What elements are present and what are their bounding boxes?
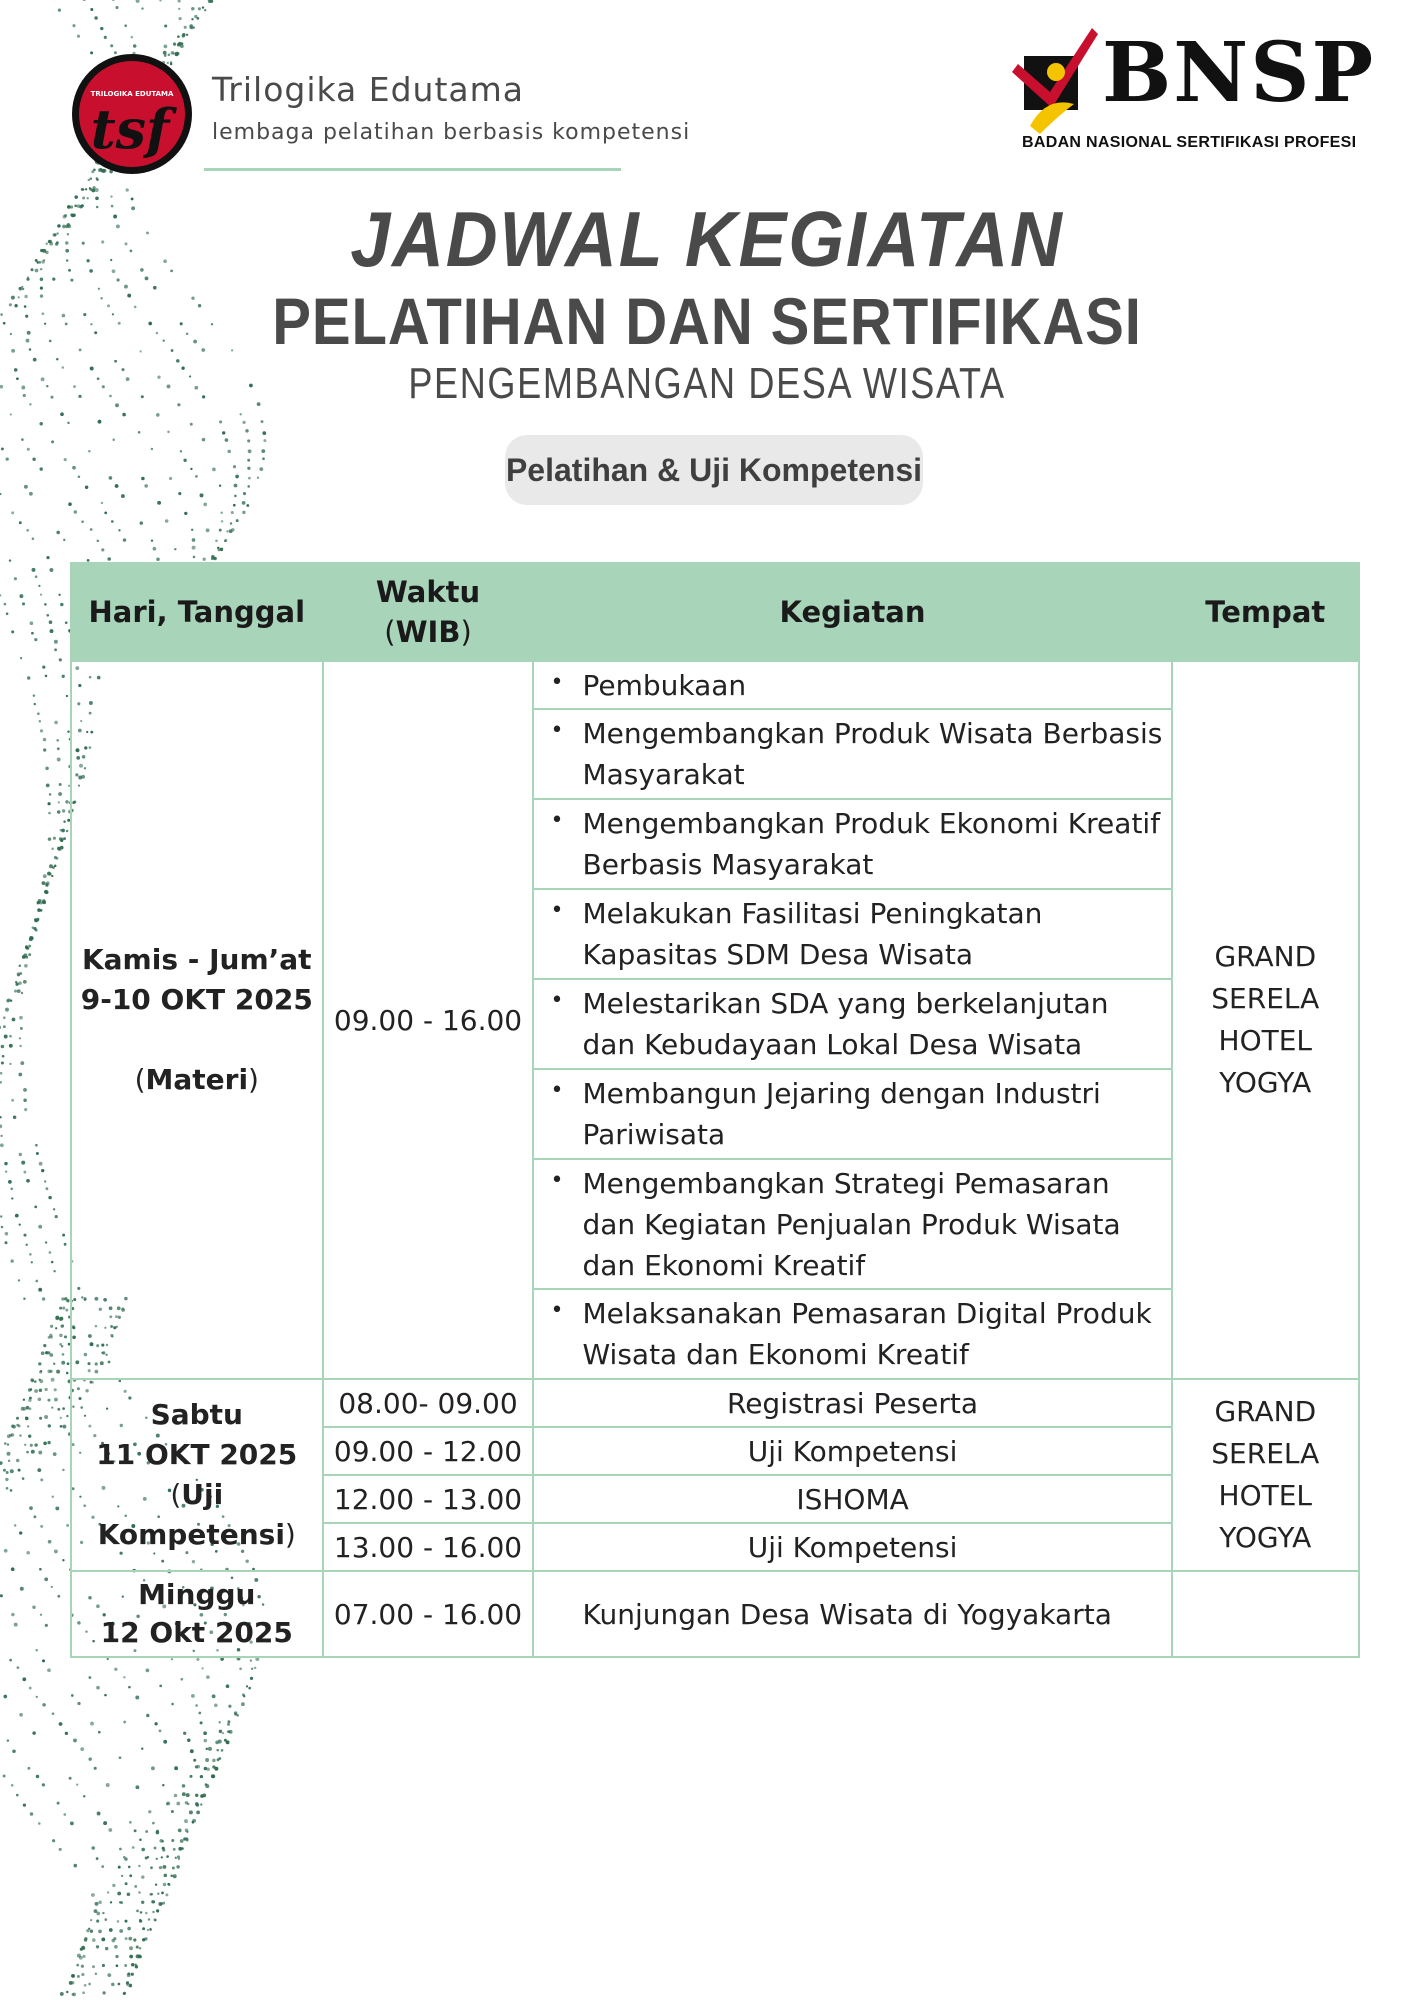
header-place: Tempat (1172, 563, 1359, 661)
place-line: SERELA (1211, 1437, 1320, 1470)
activity-item: • Melakukan Fasilitasi Peningkatan Kapasitas SDM Desa Wisata (533, 889, 1171, 979)
title-block (0, 195, 1414, 408)
day3-date: 12 Okt 2025 (100, 1616, 293, 1649)
header-time: Waktu (WIB) (323, 563, 534, 661)
day1-session: Materi (145, 1063, 249, 1096)
place-line: SERELA (1211, 982, 1320, 1015)
table-row (71, 1571, 1359, 1657)
activity-item: • Pembukaan (533, 661, 1171, 709)
day1-place (1172, 661, 1359, 1379)
place-line: HOTEL (1218, 1479, 1313, 1512)
title-main: JADWAL KEGIATAN (350, 195, 1064, 283)
day2-time: 12.00 - 13.00 (323, 1475, 534, 1523)
day2-activity: Uji Kompetensi (533, 1523, 1171, 1571)
day1-days: Kamis - Jum’at (81, 943, 312, 976)
table-row (71, 1379, 1359, 1427)
day3-activity: Kunjungan Desa Wisata di Yogyakarta (533, 1571, 1171, 1657)
trilogika-header (70, 52, 691, 182)
activity-item: • Mengembangkan Strategi Pemasaran dan Kegiatan Penjualan Produk Wisata dan Ekonomi Kreatif (533, 1159, 1171, 1289)
day2-time: 13.00 - 16.00 (323, 1523, 534, 1571)
day1-date-cell: Kamis - Jum’at 9-10 OKT 2025 (Materi) (71, 661, 323, 1379)
day2-time: 09.00 - 12.00 (323, 1427, 534, 1475)
place-line: GRAND (1214, 940, 1317, 973)
logo-mark: tsf (90, 97, 170, 161)
bnsp-logo (1010, 25, 1376, 166)
day2-date: 11 OKT 2025 (96, 1438, 298, 1471)
logo-text: TRILOGIKA EDUTAMA (90, 90, 174, 98)
activity-item: • Melestarikan SDA yang berkelanjutan dan Kebudayaan Lokal Desa Wisata (533, 979, 1171, 1069)
day3-date-cell (71, 1571, 323, 1657)
place-line: YOGYA (1219, 1066, 1312, 1099)
bnsp-wordmark: BNSP (1102, 25, 1376, 121)
place-line: GRAND (1214, 1395, 1317, 1428)
day3-day: Minggu (138, 1578, 256, 1611)
place-line: HOTEL (1218, 1024, 1313, 1057)
day1-time: 09.00 - 16.00 (323, 661, 534, 1379)
header-time-zone: WIB (395, 615, 461, 649)
day3-place (1172, 1571, 1359, 1657)
day2-activity: Registrasi Peserta (533, 1379, 1171, 1427)
bnsp-emblem-icon (1010, 26, 1100, 136)
day2-activity: ISHOMA (533, 1475, 1171, 1523)
day3-time: 07.00 - 16.00 (323, 1571, 534, 1657)
place-line: YOGYA (1219, 1521, 1312, 1554)
activity-item: • Membangun Jejaring dengan Industri Pariwisata (533, 1069, 1171, 1159)
header-activity: Kegiatan (533, 563, 1171, 661)
activity-item: • Mengembangkan Produk Ekonomi Kreatif Berbasis Masyarakat (533, 799, 1171, 889)
table-header-row (71, 563, 1359, 661)
table-row (71, 661, 1359, 709)
day2-date-cell: Sabtu 11 OKT 2025 (Uji Kompetensi) (71, 1379, 323, 1571)
activity-item: • Mengembangkan Produk Wisata Berbasis Masyarakat (533, 709, 1171, 799)
title-secondary: PELATIHAN DAN SERTIFIKASI (272, 284, 1142, 358)
program-badge: Pelatihan & Uji Kompetensi (505, 435, 923, 505)
day1-date: 9-10 OKT 2025 (80, 983, 313, 1016)
schedule-table (70, 562, 1360, 1658)
title-sub: PENGEMBANGAN DESA WISATA (408, 359, 1006, 408)
header-divider (204, 168, 621, 171)
org-tagline: lembaga pelatihan berbasis kompetensi (212, 120, 691, 145)
header-time-label: Waktu (375, 575, 481, 609)
header-day: Hari, Tanggal (71, 563, 323, 661)
org-name: Trilogika Edutama (212, 70, 525, 109)
tsf-logo-icon (70, 52, 194, 176)
activity-item: • Melaksanakan Pemasaran Digital Produk Wisata dan Ekonomi Kreatif (533, 1289, 1171, 1379)
day2-session: Uji Kompetensi (97, 1478, 285, 1551)
bnsp-subtitle: BADAN NASIONAL SERTIFIKASI PROFESI (1022, 134, 1357, 151)
day2-place (1172, 1379, 1359, 1571)
day2-activity: Uji Kompetensi (533, 1427, 1171, 1475)
day2-time: 08.00- 09.00 (323, 1379, 534, 1427)
day2-day: Sabtu (150, 1398, 243, 1431)
